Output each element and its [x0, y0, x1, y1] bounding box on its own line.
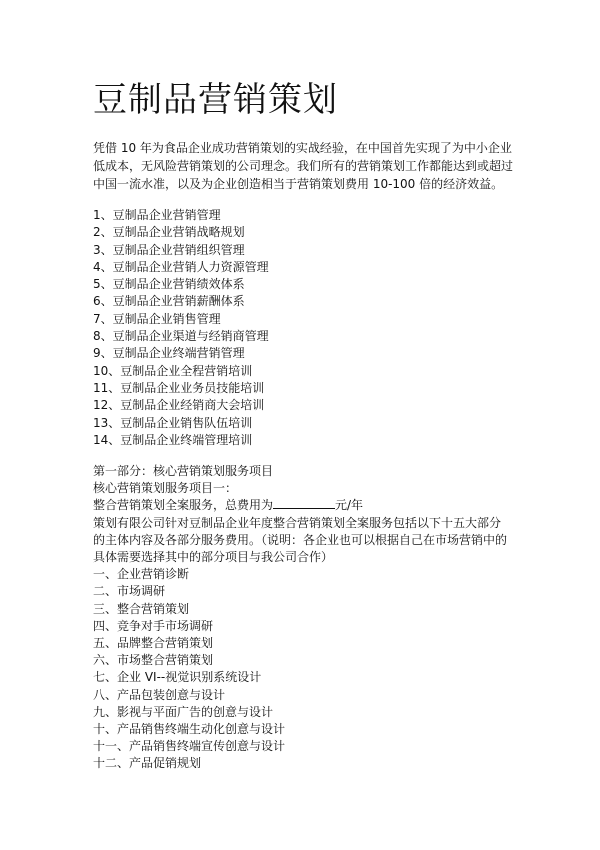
list-item: 十一、产品销售终端宣传创意与设计: [93, 739, 286, 754]
desc-line: 具体需要选择其中的部分项目与我公司合作）: [93, 550, 334, 565]
list-item: 3、豆制品企业营销组织管理: [93, 242, 245, 257]
list-item: 14、豆制品企业终端管理培训: [93, 432, 253, 447]
fee-prefix: 整合营销策划全案服务，总费用为: [93, 498, 274, 513]
list-item: 10、豆制品企业全程营销培训: [93, 363, 253, 378]
intro-paragraph: [93, 139, 533, 193]
list-item: 6、豆制品企业营销薪酬体系: [93, 294, 245, 309]
fee-suffix: 元/年: [335, 498, 364, 513]
list-item: 12、豆制品企业经销商大会培训: [93, 398, 265, 413]
list-item: 8、豆制品企业渠道与经销商管理: [93, 329, 269, 344]
desc-line: 的主体内容及各部分服务费用。（说明：各企业也可以根据自己在市场营销中的: [93, 532, 508, 547]
page-title: 豆制品营销策划: [93, 80, 338, 120]
fee-line: [93, 497, 533, 514]
list-item: 五、品牌整合营销策划: [93, 636, 214, 651]
intro-line: 低成本，无风险营销策划的公司理念。我们所有的营销策划工作都能达到或超过: [93, 159, 514, 173]
fee-blank: [273, 497, 335, 509]
list-item: 八、产品包装创意与设计: [93, 687, 226, 702]
intro-line: 中国一流水准，以及为企业创造相当于营销策划费用 10-100 倍的经济效益。: [93, 177, 504, 191]
intro-line: 凭借 10 年为食品企业成功营销策划的实战经验，在中国首先实现了为中小企业: [93, 141, 512, 155]
list-item: 二、市场调研: [93, 584, 166, 599]
list-item: 十、产品销售终端生动化创意与设计: [93, 722, 286, 737]
list-item: 三、整合营销策划: [93, 601, 190, 616]
section-heading: 第一部分：核心营销策划服务项目: [93, 464, 274, 478]
service-items: [93, 566, 533, 772]
list-item: 4、豆制品企业营销人力资源管理: [93, 259, 269, 274]
desc-line: 策划有限公司针对豆制品企业年度整合营销策划全案服务包括以下十五大部分: [93, 515, 502, 530]
list-item: 11、豆制品企业业务员技能培训: [93, 380, 265, 395]
list-item: 七、企业 VI--视觉识别系统设计: [93, 670, 262, 685]
list-item: 四、竞争对手市场调研: [93, 618, 214, 633]
list-item: 九、影视与平面广告的创意与设计: [93, 704, 274, 719]
list-item: 一、企业营销诊断: [93, 567, 190, 582]
service-list: [93, 207, 269, 449]
list-item: 7、豆制品企业销售管理: [93, 311, 221, 326]
list-item: 十二、产品促销规划: [93, 756, 202, 771]
section-subheading: 核心营销策划服务项目一：: [93, 481, 238, 496]
list-item: 9、豆制品企业终端营销管理: [93, 346, 245, 361]
list-item: 1、豆制品企业营销管理: [93, 208, 221, 222]
list-item: 13、豆制品企业销售队伍培训: [93, 415, 253, 430]
list-item: 5、豆制品企业营销绩效体系: [93, 277, 245, 292]
list-item: 2、豆制品企业营销战略规划: [93, 225, 245, 240]
section-part-one: [93, 463, 533, 773]
list-item: 六、市场整合营销策划: [93, 653, 214, 668]
